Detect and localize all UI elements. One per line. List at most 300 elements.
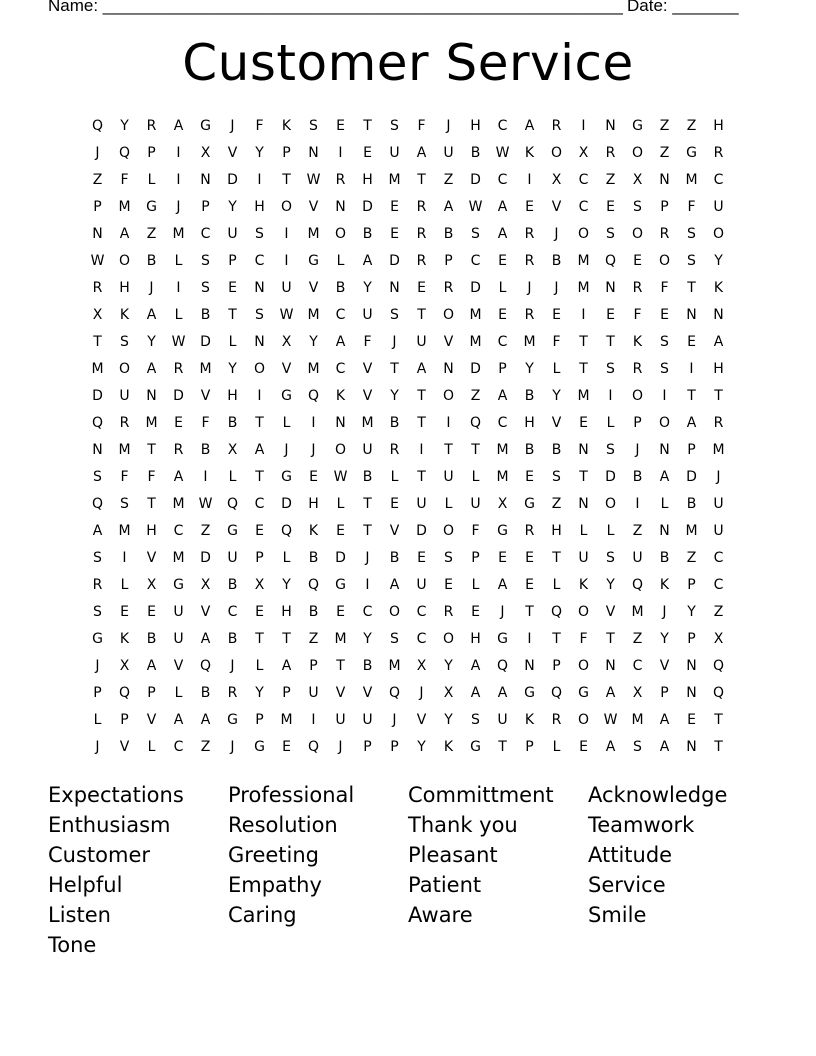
grid-letter: I (581, 307, 586, 323)
grid-letter: P (309, 658, 318, 674)
grid-letter: O (442, 523, 455, 539)
grid-letter: P (201, 199, 210, 215)
grid-letter: R (524, 523, 535, 539)
grid-letter: F (120, 469, 129, 485)
grid-letter: P (147, 145, 156, 161)
grid-letter: L (336, 253, 345, 269)
grid-letter: P (390, 739, 399, 755)
grid-letter: A (659, 712, 670, 728)
grid-letter: L (147, 739, 156, 755)
name-field: Name: _______________________________________________________ (48, 0, 623, 15)
grid-letter: T (714, 712, 723, 728)
grid-letter: B (551, 442, 562, 458)
grid-letter: C (173, 523, 184, 539)
grid-letter: L (282, 550, 291, 566)
grid-letter: R (632, 361, 643, 377)
grid-letter: K (524, 145, 535, 161)
grid-letter: N (146, 388, 157, 404)
grid-letter: K (281, 118, 292, 134)
grid-letter: S (633, 739, 642, 755)
grid-letter: M (631, 712, 644, 728)
grid-letter: A (470, 658, 481, 674)
grid-letter: M (172, 496, 185, 512)
grid-letter: M (118, 199, 131, 215)
grid-letter: X (578, 145, 589, 161)
grid-letter: L (390, 469, 399, 485)
grid-letter: G (497, 631, 508, 647)
grid-letter: E (390, 199, 399, 215)
grid-letter: G (308, 253, 319, 269)
grid-letter: C (578, 172, 589, 188)
grid-letter: C (578, 199, 589, 215)
grid-letter: N (335, 415, 346, 431)
grid-letter: R (146, 118, 157, 134)
grid-letter: D (92, 388, 103, 404)
grid-letter: Y (363, 280, 372, 296)
grid-letter: Z (200, 739, 211, 755)
grid-letter: J (500, 604, 505, 620)
grid-letter: X (551, 172, 562, 188)
date-field: Date: _______ (627, 0, 739, 15)
grid-letter: N (659, 172, 670, 188)
grid-letter: P (687, 442, 696, 458)
grid-letter: K (578, 577, 589, 593)
grid-row (84, 248, 732, 275)
grid-letter: V (308, 280, 319, 296)
word-list-item: Service (588, 873, 666, 897)
grid-letter: C (416, 631, 427, 647)
grid-letter: I (257, 388, 262, 404)
grid-letter: T (363, 118, 372, 134)
grid-letter: S (255, 307, 264, 323)
grid-letter: U (416, 577, 427, 593)
grid-letter: T (417, 469, 426, 485)
grid-letter: S (120, 496, 129, 512)
grid-letter: G (281, 388, 292, 404)
grid-letter: J (176, 199, 181, 215)
grid-row (84, 599, 732, 626)
grid-letter: Q (550, 685, 563, 701)
grid-letter: M (361, 415, 374, 431)
grid-letter: E (579, 415, 588, 431)
grid-letter: O (712, 226, 725, 242)
grid-letter: E (687, 334, 696, 350)
grid-letter: O (550, 145, 563, 161)
grid-letter: X (92, 307, 103, 323)
grid-letter: D (470, 280, 481, 296)
grid-letter: T (606, 334, 615, 350)
grid-letter: B (146, 631, 157, 647)
grid-letter: S (201, 253, 210, 269)
grid-letter: H (146, 523, 157, 539)
grid-letter: I (284, 253, 289, 269)
grid-letter: J (230, 118, 235, 134)
grid-letter: T (606, 631, 615, 647)
word-list-item: Listen (48, 903, 111, 927)
grid-letter: I (338, 145, 343, 161)
grid-letter: B (632, 469, 643, 485)
grid-row (84, 518, 732, 545)
grid-letter: C (335, 361, 346, 377)
grid-letter: A (497, 685, 508, 701)
word-list-item: Greeting (228, 843, 319, 867)
grid-letter: I (203, 469, 208, 485)
grid-letter: J (662, 604, 667, 620)
grid-letter: M (199, 361, 212, 377)
grid-letter: P (120, 712, 129, 728)
grid-letter: V (551, 415, 562, 431)
grid-letter: A (146, 361, 157, 377)
grid-letter: B (227, 631, 238, 647)
grid-row (84, 383, 732, 410)
grid-letter: D (470, 361, 481, 377)
grid-letter: B (200, 307, 211, 323)
grid-letter: K (659, 577, 670, 593)
grid-letter: U (713, 199, 724, 215)
grid-letter: V (200, 604, 211, 620)
grid-letter: E (174, 415, 183, 431)
grid-letter: B (308, 550, 319, 566)
grid-letter: H (470, 631, 481, 647)
word-list-item: Attitude (588, 843, 673, 867)
grid-letter: F (120, 172, 129, 188)
grid-letter: D (200, 550, 211, 566)
grid-letter: Q (307, 739, 320, 755)
grid-letter: O (253, 361, 266, 377)
grid-letter: G (146, 199, 157, 215)
grid-letter: M (631, 604, 644, 620)
grid-letter: M (307, 307, 320, 323)
grid-letter: L (336, 496, 345, 512)
grid-letter: O (334, 442, 347, 458)
grid-row (84, 410, 732, 437)
grid-letter: K (713, 280, 724, 296)
grid-letter: G (254, 739, 265, 755)
grid-letter: R (92, 280, 103, 296)
grid-letter: U (281, 280, 292, 296)
grid-letter: G (686, 145, 697, 161)
grid-letter: G (200, 118, 211, 134)
grid-letter: O (118, 253, 131, 269)
grid-letter: P (633, 415, 642, 431)
grid-letter: Y (660, 631, 669, 647)
grid-letter: X (200, 145, 211, 161)
grid-letter: N (605, 280, 616, 296)
grid-letter: H (470, 118, 481, 134)
grid-row (84, 734, 732, 761)
grid-letter: B (200, 685, 211, 701)
grid-letter: T (552, 550, 561, 566)
grid-letter: I (122, 550, 127, 566)
grid-letter: D (416, 523, 427, 539)
grid-letter: A (470, 685, 481, 701)
grid-letter: X (254, 577, 265, 593)
grid-letter: P (471, 550, 480, 566)
grid-letter: U (227, 550, 238, 566)
grid-letter: D (227, 172, 238, 188)
grid-letter: W (333, 469, 348, 485)
grid-letter: L (606, 523, 615, 539)
grid-letter: T (417, 388, 426, 404)
grid-letter: G (173, 577, 184, 593)
grid-letter: E (417, 550, 426, 566)
grid-letter: L (660, 496, 669, 512)
grid-letter: T (255, 631, 264, 647)
grid-letter: J (392, 334, 397, 350)
grid-letter: E (255, 604, 264, 620)
grid-letter: T (282, 172, 291, 188)
grid-letter: Y (255, 685, 264, 701)
grid-letter: M (685, 523, 698, 539)
grid-letter: G (497, 523, 508, 539)
grid-letter: V (119, 739, 130, 755)
grid-letter: A (92, 523, 103, 539)
grid-letter: Y (282, 577, 291, 593)
grid-letter: O (442, 307, 455, 323)
grid-letter: N (254, 334, 265, 350)
grid-letter: S (390, 307, 399, 323)
grid-letter: T (552, 631, 561, 647)
grid-letter: X (443, 685, 454, 701)
grid-letter: N (686, 658, 697, 674)
word-list-item: Caring (228, 903, 297, 927)
grid-letter: T (417, 415, 426, 431)
grid-letter: S (687, 226, 696, 242)
grid-letter: Y (714, 253, 723, 269)
grid-letter: I (446, 415, 451, 431)
grid-letter: A (497, 199, 508, 215)
grid-letter: D (281, 496, 292, 512)
grid-letter: U (308, 685, 319, 701)
grid-letter: A (389, 577, 400, 593)
grid-letter: X (713, 631, 724, 647)
grid-letter: R (389, 442, 400, 458)
grid-letter: R (524, 307, 535, 323)
grid-letter: I (284, 226, 289, 242)
grid-letter: C (470, 253, 481, 269)
grid-letter: R (443, 604, 454, 620)
grid-letter: E (525, 550, 534, 566)
grid-row (84, 680, 732, 707)
grid-letter: E (336, 604, 345, 620)
grid-letter: E (390, 226, 399, 242)
grid-letter: Z (551, 496, 562, 512)
grid-letter: S (390, 118, 399, 134)
grid-row (84, 437, 732, 464)
grid-letter: A (497, 226, 508, 242)
grid-letter: J (392, 712, 397, 728)
grid-letter: N (308, 145, 319, 161)
grid-letter: S (552, 469, 561, 485)
grid-letter: X (632, 685, 643, 701)
grid-letter: B (362, 658, 373, 674)
grid-letter: B (659, 550, 670, 566)
word-list-item: Pleasant (408, 843, 498, 867)
grid-letter: L (498, 280, 507, 296)
grid-letter: F (687, 199, 696, 215)
grid-letter: T (687, 280, 696, 296)
grid-row (84, 221, 732, 248)
grid-letter: E (417, 280, 426, 296)
grid-letter: C (497, 415, 508, 431)
grid-letter: N (659, 523, 670, 539)
grid-letter: G (335, 577, 346, 593)
grid-letter: E (498, 307, 507, 323)
grid-letter: V (416, 712, 427, 728)
grid-letter: X (632, 172, 643, 188)
grid-letter: X (119, 658, 130, 674)
grid-letter: T (498, 739, 507, 755)
grid-letter: R (632, 280, 643, 296)
grid-letter: Z (92, 172, 103, 188)
grid-letter: G (227, 712, 238, 728)
word-list-item: Helpful (48, 873, 123, 897)
grid-letter: A (416, 361, 427, 377)
grid-letter: N (659, 442, 670, 458)
grid-letter: A (173, 469, 184, 485)
grid-row (84, 113, 732, 140)
grid-letter: J (527, 280, 532, 296)
grid-letter: P (498, 361, 507, 377)
grid-letter: M (496, 442, 509, 458)
grid-letter: M (172, 226, 185, 242)
grid-letter: J (554, 226, 559, 242)
grid-letter: K (119, 307, 130, 323)
grid-letter: O (604, 496, 617, 512)
grid-letter: T (255, 415, 264, 431)
grid-letter: R (524, 253, 535, 269)
grid-letter: T (390, 361, 399, 377)
grid-letter: C (335, 307, 346, 323)
grid-letter: K (308, 523, 319, 539)
grid-letter: N (200, 172, 211, 188)
grid-letter: V (146, 550, 157, 566)
grid-letter: F (147, 469, 156, 485)
grid-letter: M (307, 226, 320, 242)
grid-letter: Y (363, 631, 372, 647)
grid-letter: C (632, 658, 643, 674)
grid-row (84, 194, 732, 221)
word-list-item: Professional (228, 783, 355, 807)
grid-letter: M (280, 712, 293, 728)
grid-letter: I (311, 415, 316, 431)
grid-letter: A (173, 712, 184, 728)
grid-letter: J (95, 739, 100, 755)
grid-row (84, 491, 732, 518)
grid-letter: G (227, 523, 238, 539)
grid-letter: P (552, 658, 561, 674)
grid-letter: H (713, 361, 724, 377)
grid-letter: S (660, 334, 669, 350)
grid-letter: V (605, 604, 616, 620)
grid-letter: O (577, 604, 590, 620)
grid-letter: Y (309, 334, 318, 350)
grid-letter: X (146, 577, 157, 593)
grid-letter: H (281, 604, 292, 620)
grid-letter: E (660, 307, 669, 323)
grid-letter: S (606, 226, 615, 242)
grid-letter: Z (686, 118, 697, 134)
grid-letter: J (230, 658, 235, 674)
grid-letter: C (227, 604, 238, 620)
grid-letter: I (176, 172, 181, 188)
grid-letter: K (335, 388, 346, 404)
grid-letter: E (525, 469, 534, 485)
grid-letter: H (308, 496, 319, 512)
grid-letter: O (334, 226, 347, 242)
grid-letter: O (280, 199, 293, 215)
grid-letter: E (390, 496, 399, 512)
grid-letter: S (120, 334, 129, 350)
grid-letter: S (687, 253, 696, 269)
grid-letter: N (254, 280, 265, 296)
grid-letter: S (633, 199, 642, 215)
grid-letter: C (497, 172, 508, 188)
grid-letter: G (281, 469, 292, 485)
grid-letter: T (147, 442, 156, 458)
grid-letter: A (119, 226, 130, 242)
grid-letter: C (713, 577, 724, 593)
grid-letter: D (173, 388, 184, 404)
grid-letter: C (362, 604, 373, 620)
grid-letter: Y (444, 658, 453, 674)
grid-letter: Z (443, 172, 454, 188)
grid-letter: R (119, 415, 130, 431)
grid-letter: A (686, 415, 697, 431)
grid-letter: T (282, 631, 291, 647)
grid-letter: G (92, 631, 103, 647)
word-list-item: Customer (48, 843, 151, 867)
grid-letter: N (443, 361, 454, 377)
grid-row (84, 464, 732, 491)
grid-letter: E (336, 523, 345, 539)
grid-letter: T (471, 442, 480, 458)
grid-letter: U (713, 496, 724, 512)
grid-letter: T (147, 496, 156, 512)
grid-letter: E (309, 469, 318, 485)
grid-letter: O (577, 226, 590, 242)
grid-letter: D (362, 199, 373, 215)
grid-letter: M (577, 253, 590, 269)
grid-letter: M (496, 469, 509, 485)
word-list-item: Enthusiasm (48, 813, 171, 837)
grid-letter: X (281, 334, 292, 350)
grid-letter: N (389, 280, 400, 296)
grid-letter: Y (255, 145, 264, 161)
grid-letter: M (388, 172, 401, 188)
grid-letter: D (200, 334, 211, 350)
grid-letter: M (91, 361, 104, 377)
grid-letter: N (686, 739, 697, 755)
grid-letter: L (552, 577, 561, 593)
grid-letter: Q (226, 496, 239, 512)
word-list (48, 780, 768, 960)
grid-letter: U (389, 145, 400, 161)
grid-letter: Z (200, 523, 211, 539)
grid-letter: B (227, 577, 238, 593)
grid-letter: U (335, 712, 346, 728)
grid-letter: L (174, 307, 183, 323)
grid-letter: S (606, 550, 615, 566)
grid-letter: J (554, 280, 559, 296)
grid-letter: R (551, 118, 562, 134)
grid-letter: L (147, 172, 156, 188)
grid-letter: T (93, 334, 102, 350)
grid-letter: F (660, 280, 669, 296)
grid-letter: A (497, 577, 508, 593)
grid-letter: W (198, 496, 213, 512)
grid-letter: Y (525, 361, 534, 377)
